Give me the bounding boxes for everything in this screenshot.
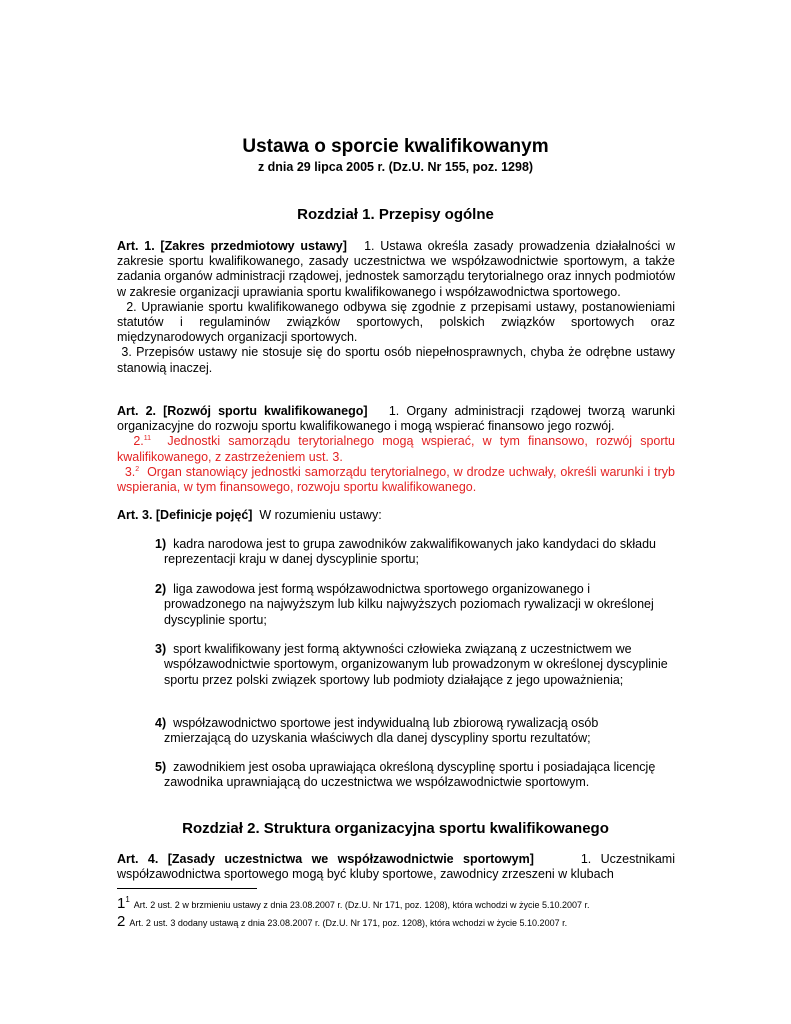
art-2-par-2 — [117, 434, 675, 463]
definition-cont: prowadzonego na najwyższym lub kilku najwyższych poziomach rywalizacji w określonej dyscyplinie sportu; — [164, 597, 654, 627]
art-1-par-2: 2. Uprawianie sportu kwalifikowanego odbywa się zgodnie z przepisami ustawy, postanowieniami statutów i regulaminów związków sportowych, polskich związków sportowych oraz międzynarodowych organizacji sportowych. — [117, 299, 675, 345]
definition-item-1 — [155, 537, 675, 568]
art-3-intro: W rozumieniu ustawy: — [259, 508, 382, 522]
art-3-heading: Art. 3. [Definicje pojęć] — [117, 508, 253, 522]
art-4-heading: Art. 4. [Zasady uczestnictwa we współzawodnictwie sportowym] — [117, 852, 534, 866]
definition-line: zawodnikiem jest osoba uprawiająca określoną dyscyplinę sportu i posiadająca licencję — [173, 760, 656, 774]
art-4 — [117, 852, 675, 882]
definition-cont: współzawodnictwie sportowym, organizowanym lub prowadzonym w określonej dyscyplinie sportu przez polski związek sportowy lub podmioty działające z jego upoważnienia; — [164, 657, 668, 687]
chapter-1-heading: Rozdział 1. Przepisy ogólne — [297, 206, 494, 223]
definition-item-5 — [155, 760, 675, 791]
footnote-1-mark — [117, 895, 130, 912]
footnote-1-text: Art. 2 ust. 2 w brzmieniu ustawy z dnia 23.08.2007 r. (Dz.U. Nr 171, poz. 1208), która wchodzi w życie 5.10.2007 r. — [133, 900, 590, 910]
art-2-par-3 — [117, 465, 675, 494]
document-title: Ustawa o sporcie kwalifikowanym — [242, 136, 549, 157]
footnote-1-sup: 1 — [125, 895, 130, 904]
definition-num: 3) — [155, 642, 167, 656]
footnote-2 — [117, 913, 677, 930]
art-2-par-3-num: 3. — [124, 464, 136, 479]
art-1-heading: Art. 1. [Zakres przedmiotowy ustawy] — [117, 239, 347, 253]
definition-line: kadra narodowa jest to grupa zawodników zakwalifikowanych jako kandydaci do składu — [173, 537, 656, 551]
definition-num: 2) — [155, 582, 167, 596]
footnote-separator — [117, 888, 257, 889]
art-1-par-1: 1. Ustawa określa zasady prowadzenia działalności w zakresie sportu kwalifikowanego, zasady uczestnictwa we współzawodnictwie sportowym, a także zadania organów administracji rządowej, jednostek samorządu terytorialnego oraz innych podmiotów w zakresie organizacji uprawiania sportu kwalifikowanego i współzawodnictwa sportowego. — [117, 239, 675, 299]
definition-item-3 — [155, 642, 675, 688]
art-2-par-3-text: Organ stanowiący jednostki samorządu terytorialnego, w drodze uchwały, określi warunki i tryb wspierania, w tym finansowego, rozwoju sportu kwalifikowanego. — [117, 464, 675, 495]
art-1-par-3: 3. Przepisów ustawy nie stosuje się do sportu osób niepełnosprawnych, chyba że odrębne ustawy stanowią inaczej. — [117, 345, 675, 375]
footnote-1 — [117, 895, 677, 912]
footnote-ref-2: 2 — [135, 465, 140, 473]
definition-item-2 — [155, 582, 675, 628]
art-2-par-2-num: 2. — [133, 434, 144, 449]
art-4-par-1: 1. Uczestnikami współzawodnictwa sportowego mogą być kluby sportowe, zawodnicy zrzeszeni w klubach — [117, 852, 675, 882]
definition-cont: zmierzającą do uzyskania właściwych dla danej dyscypliny sportu rezultatów; — [164, 731, 591, 746]
footnote-2-mark: 2 — [117, 913, 126, 930]
art-2-par-1: 1. Organy administracji rządowej tworzą warunki organizacyjne do rozwoju sportu kwalifikowanego i mogą wspierać finansowo jego rozwój. — [117, 404, 675, 434]
document-subtitle: z dnia 29 lipca 2005 r. (Dz.U. Nr 155, poz. 1298) — [257, 160, 534, 174]
definition-num: 5) — [155, 760, 167, 774]
definition-line: współzawodnictwo sportowe jest indywidualną lub zbiorową rywalizacją osób — [173, 716, 599, 730]
definition-num: 1) — [155, 537, 167, 551]
definition-num: 4) — [155, 716, 167, 730]
definition-line: sport kwalifikowany jest formą aktywności człowieka związaną z uczestnictwem we — [173, 642, 632, 656]
chapter-2-heading: Rozdział 2. Struktura organizacyjna sportu kwalifikowanego — [182, 820, 609, 837]
footnote-ref-1: 11 — [143, 435, 152, 443]
footnote-2-text: Art. 2 ust. 3 dodany ustawą z dnia 23.08.2007 r. (Dz.U. Nr 171, poz. 1208), która wchodzi w życie 5.10.2007 r. — [129, 918, 568, 928]
definition-cont: zawodnika uprawniającą do uczestnictwa we współzawodnictwie sportowym. — [164, 775, 590, 790]
definition-cont: reprezentacji kraju w danej dyscyplinie sportu; — [164, 552, 419, 567]
art-2 — [117, 404, 675, 495]
definition-line: liga zawodowa jest formą współzawodnictwa sportowego organizowanego i — [173, 582, 590, 596]
footnote-1-number: 1 — [117, 895, 126, 912]
art-3 — [117, 508, 675, 523]
art-2-heading: Art. 2. [Rozwój sportu kwalifikowanego] — [117, 404, 368, 418]
art-1 — [117, 239, 675, 376]
definition-item-4 — [155, 716, 675, 747]
art-2-par-2-text: Jednostki samorządu terytorialnego mogą wspierać, w tym finansowo, rozwój sportu kwalifikowanego, z zastrzeżeniem ust. 3. — [117, 434, 675, 464]
